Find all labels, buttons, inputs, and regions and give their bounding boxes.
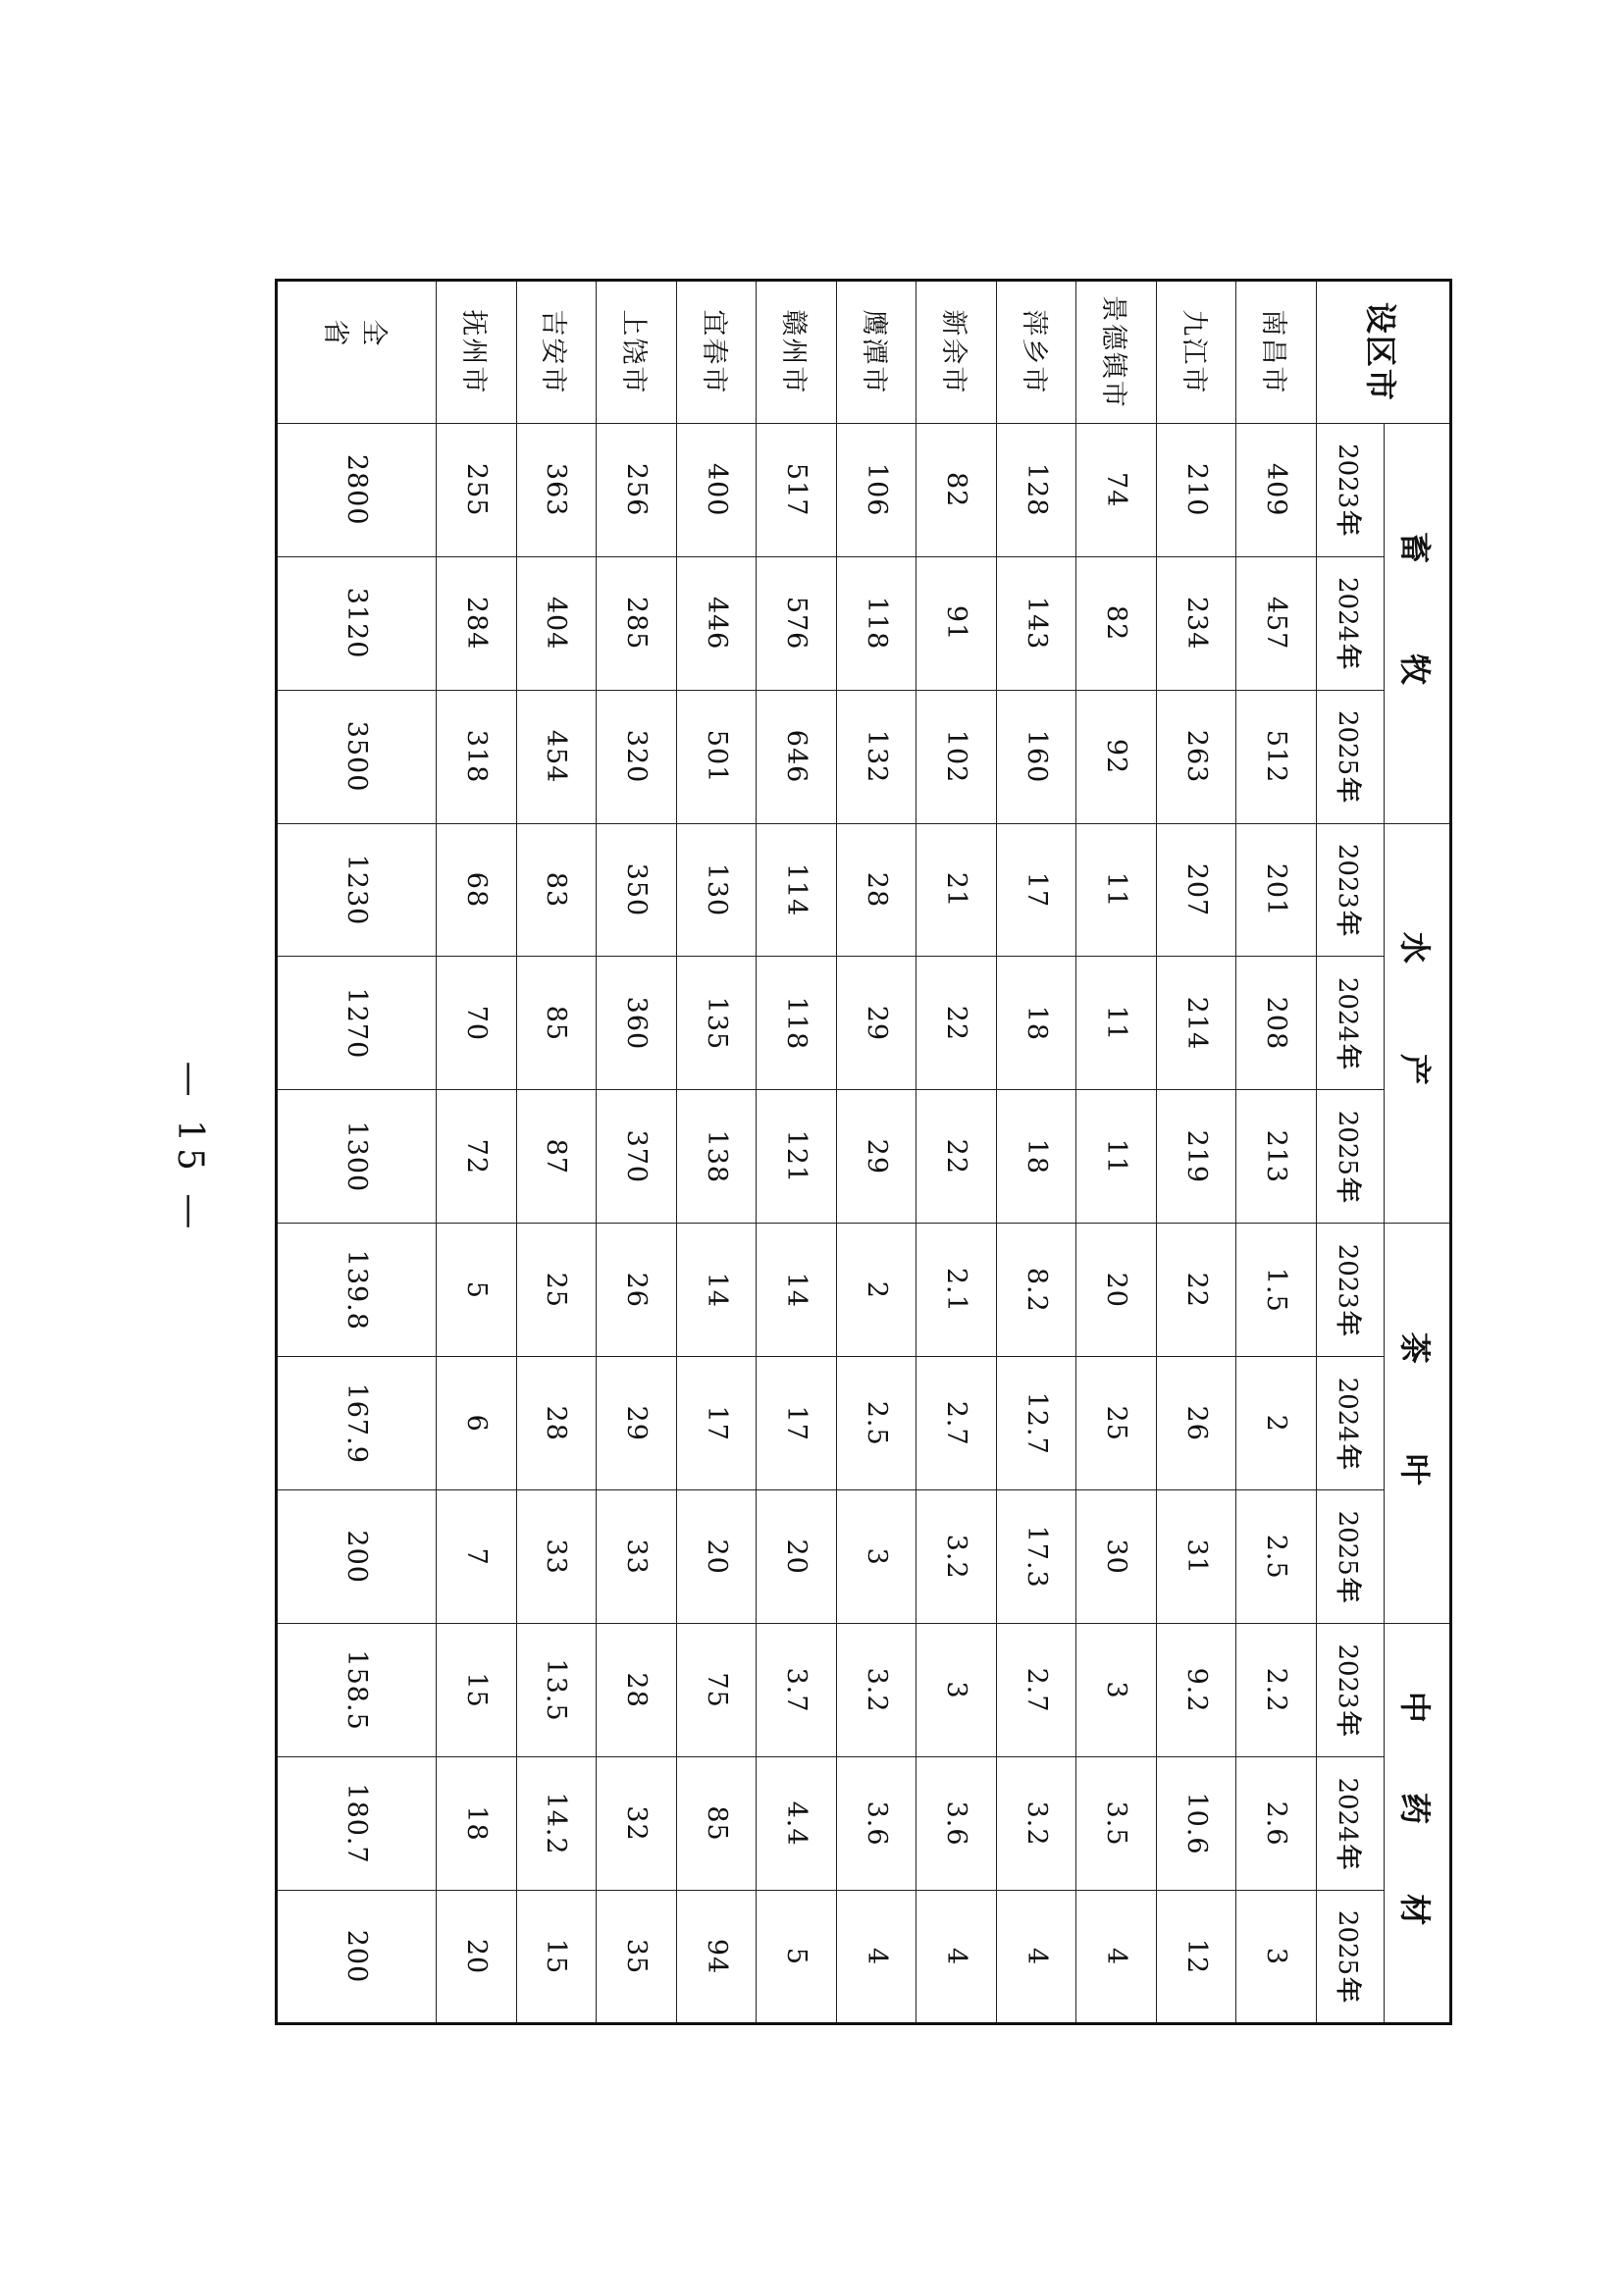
- value-cell: 207: [1156, 823, 1236, 957]
- value-cell: 18: [437, 1757, 517, 1891]
- value-cell: 2.6: [1236, 1757, 1317, 1891]
- value-cell: 3.7: [757, 1624, 837, 1757]
- value-cell: 501: [676, 690, 757, 823]
- year-value: 2023: [1333, 1644, 1363, 1709]
- value-cell: 18: [996, 957, 1076, 1090]
- year-header: [1317, 556, 1385, 690]
- year-value: 2025: [1333, 1110, 1363, 1175]
- value-cell: 29: [836, 1090, 916, 1224]
- value-cell: 74: [1076, 423, 1157, 556]
- value-cell: 114: [757, 823, 837, 957]
- value-cell: 68: [437, 823, 517, 957]
- region-cell: 宜春市: [676, 281, 757, 424]
- value-cell: 21: [916, 823, 997, 957]
- value-cell: 92: [1076, 690, 1157, 823]
- value-cell: 2.2: [1236, 1624, 1317, 1757]
- category-header: 中 药 材: [1385, 1624, 1451, 2024]
- value-cell: 138: [676, 1090, 757, 1224]
- table-row: [676, 281, 757, 2024]
- value-cell: 82: [1076, 556, 1157, 690]
- year-header-row: [1317, 281, 1385, 2024]
- value-cell: 200: [277, 1891, 437, 2024]
- value-cell: 5: [437, 1224, 517, 1357]
- table-row: [757, 281, 837, 2024]
- value-cell: 210: [1156, 423, 1236, 556]
- value-cell: 214: [1156, 957, 1236, 1090]
- value-cell: 102: [916, 690, 997, 823]
- region-cell: 新余市: [916, 281, 997, 424]
- value-cell: 4: [1076, 1891, 1157, 2024]
- year-suffix: 年: [1333, 777, 1363, 804]
- value-cell: 370: [597, 1090, 677, 1224]
- value-cell: 284: [437, 556, 517, 690]
- value-cell: 263: [1156, 690, 1236, 823]
- value-cell: 318: [437, 690, 517, 823]
- value-cell: 85: [516, 957, 597, 1090]
- year-header: [1317, 957, 1385, 1090]
- year-header: [1317, 423, 1385, 556]
- value-cell: 646: [757, 690, 837, 823]
- value-cell: 2.7: [996, 1624, 1076, 1757]
- page-number: — 15 —: [170, 1061, 210, 1235]
- value-cell: 17: [676, 1357, 757, 1490]
- year-header: [1317, 1891, 1385, 2024]
- value-cell: 256: [597, 423, 677, 556]
- value-cell: 454: [516, 690, 597, 823]
- region-cell: 九江市: [1156, 281, 1236, 424]
- region-cell: 萍乡市: [996, 281, 1076, 424]
- value-cell: 121: [757, 1090, 837, 1224]
- value-cell: 5: [757, 1891, 837, 2024]
- value-cell: 11: [1076, 823, 1157, 957]
- year-value: 2025: [1333, 709, 1363, 776]
- value-cell: 20: [676, 1490, 757, 1624]
- value-cell: 2.1: [916, 1224, 997, 1357]
- table-row: [437, 281, 517, 2024]
- value-cell: 17: [757, 1357, 837, 1490]
- value-cell: 70: [437, 957, 517, 1090]
- value-cell: 35: [597, 1891, 677, 2024]
- value-cell: 22: [1156, 1224, 1236, 1357]
- value-cell: 11: [1076, 957, 1157, 1090]
- value-cell: 219: [1156, 1090, 1236, 1224]
- value-cell: 158.5: [277, 1624, 437, 1757]
- year-suffix: 年: [1333, 1977, 1363, 2004]
- year-header: [1317, 1490, 1385, 1624]
- category-header: 畜 牧: [1385, 423, 1451, 823]
- value-cell: 30: [1076, 1490, 1157, 1624]
- region-cell: 景德镇市: [1076, 281, 1157, 424]
- value-cell: 9.2: [1156, 1624, 1236, 1757]
- value-cell: 7: [437, 1490, 517, 1624]
- year-header: [1317, 690, 1385, 823]
- year-suffix: 年: [1333, 1443, 1363, 1470]
- value-cell: 32: [597, 1757, 677, 1891]
- value-cell: 3.2: [836, 1624, 916, 1757]
- value-cell: 3: [1236, 1891, 1317, 2024]
- value-cell: 3.6: [836, 1757, 916, 1891]
- value-cell: 31: [1156, 1490, 1236, 1624]
- value-cell: 135: [676, 957, 757, 1090]
- value-cell: 22: [916, 957, 997, 1090]
- table-body: [277, 281, 1317, 2024]
- value-cell: 213: [1236, 1090, 1317, 1224]
- year-value: 2024: [1333, 976, 1363, 1042]
- value-cell: 13.5: [516, 1624, 597, 1757]
- year-value: 2023: [1333, 1243, 1363, 1309]
- value-cell: 3: [916, 1624, 997, 1757]
- value-cell: 201: [1236, 823, 1317, 957]
- year-value: 2023: [1333, 843, 1363, 910]
- value-cell: 75: [676, 1624, 757, 1757]
- value-cell: 17: [996, 823, 1076, 957]
- value-cell: 160: [996, 690, 1076, 823]
- value-cell: 118: [836, 556, 916, 690]
- value-cell: 29: [836, 957, 916, 1090]
- value-cell: 4: [916, 1891, 997, 2024]
- year-header: [1317, 823, 1385, 957]
- value-cell: 85: [676, 1757, 757, 1891]
- value-cell: 25: [1076, 1357, 1157, 1490]
- value-cell: 12: [1156, 1891, 1236, 2024]
- value-cell: 404: [516, 556, 597, 690]
- value-cell: 457: [1236, 556, 1317, 690]
- value-cell: 1.5: [1236, 1224, 1317, 1357]
- region-cell: 吉安市: [516, 281, 597, 424]
- value-cell: 11: [1076, 1090, 1157, 1224]
- category-header: 水 产: [1385, 823, 1451, 1224]
- region-cell: 赣州市: [757, 281, 837, 424]
- year-suffix: 年: [1333, 1710, 1363, 1737]
- value-cell: 20: [437, 1891, 517, 2024]
- value-cell: 3.6: [916, 1757, 997, 1891]
- table-row: [597, 281, 677, 2024]
- year-suffix: 年: [1333, 644, 1363, 670]
- value-cell: 400: [676, 423, 757, 556]
- year-suffix: 年: [1333, 1310, 1363, 1336]
- value-cell: 12.7: [996, 1357, 1076, 1490]
- value-cell: 3.5: [1076, 1757, 1157, 1891]
- value-cell: 350: [597, 823, 677, 957]
- table-row: [1076, 281, 1157, 2024]
- value-cell: 26: [1156, 1357, 1236, 1490]
- category-header-row: [1385, 281, 1451, 2024]
- value-cell: 17.3: [996, 1490, 1076, 1624]
- year-suffix: 年: [1333, 510, 1363, 537]
- table-row: [916, 281, 997, 2024]
- value-cell: 446: [676, 556, 757, 690]
- value-cell: 28: [836, 823, 916, 957]
- value-cell: 3: [836, 1490, 916, 1624]
- value-cell: 180.7: [277, 1757, 437, 1891]
- value-cell: 1230: [277, 823, 437, 957]
- value-cell: 255: [437, 423, 517, 556]
- value-cell: 91: [916, 556, 997, 690]
- region-column-header: 设区市: [1317, 281, 1451, 424]
- value-cell: 517: [757, 423, 837, 556]
- year-header: [1317, 1224, 1385, 1357]
- value-cell: 14: [676, 1224, 757, 1357]
- year-suffix: 年: [1333, 1176, 1363, 1203]
- value-cell: 208: [1236, 957, 1317, 1090]
- table-row: [836, 281, 916, 2024]
- value-cell: 363: [516, 423, 597, 556]
- value-cell: 29: [597, 1357, 677, 1490]
- category-header: 茶 叶: [1385, 1224, 1451, 1624]
- value-cell: 200: [277, 1490, 437, 1624]
- value-cell: 2: [1236, 1357, 1317, 1490]
- value-cell: 285: [597, 556, 677, 690]
- year-suffix: 年: [1333, 911, 1363, 937]
- value-cell: 14.2: [516, 1757, 597, 1891]
- value-cell: 3500: [277, 690, 437, 823]
- value-cell: 14: [757, 1224, 837, 1357]
- value-cell: 15: [437, 1624, 517, 1757]
- value-cell: 83: [516, 823, 597, 957]
- value-cell: 3.2: [996, 1757, 1076, 1891]
- region-cell: 上饶市: [597, 281, 677, 424]
- value-cell: 20: [1076, 1224, 1157, 1357]
- value-cell: 22: [916, 1090, 997, 1224]
- value-cell: 130: [676, 823, 757, 957]
- value-cell: 4.4: [757, 1757, 837, 1891]
- value-cell: 18: [996, 1090, 1076, 1224]
- table-row: [277, 281, 437, 2024]
- value-cell: 20: [757, 1490, 837, 1624]
- value-cell: 2800: [277, 423, 437, 556]
- year-header: [1317, 1757, 1385, 1891]
- value-cell: 6: [437, 1357, 517, 1490]
- value-cell: 3.2: [916, 1490, 997, 1624]
- value-cell: 4: [836, 1891, 916, 2024]
- value-cell: 87: [516, 1090, 597, 1224]
- value-cell: 2: [836, 1224, 916, 1357]
- year-value: 2024: [1333, 577, 1363, 643]
- value-cell: 8.2: [996, 1224, 1076, 1357]
- value-cell: 128: [996, 423, 1076, 556]
- value-cell: 94: [676, 1891, 757, 2024]
- value-cell: 25: [516, 1224, 597, 1357]
- value-cell: 2.7: [916, 1357, 997, 1490]
- value-cell: 3: [1076, 1624, 1157, 1757]
- year-value: 2024: [1333, 1777, 1363, 1843]
- year-value: 2024: [1333, 1377, 1363, 1442]
- table-row: [516, 281, 597, 2024]
- year-header: [1317, 1624, 1385, 1757]
- year-suffix: 年: [1333, 1044, 1363, 1070]
- value-cell: 4: [996, 1891, 1076, 2024]
- region-cell: 鹰潭市: [836, 281, 916, 424]
- value-cell: 33: [597, 1490, 677, 1624]
- value-cell: 106: [836, 423, 916, 556]
- value-cell: 72: [437, 1090, 517, 1224]
- value-cell: 132: [836, 690, 916, 823]
- value-cell: 2.5: [836, 1357, 916, 1490]
- year-value: 2025: [1333, 1909, 1363, 1976]
- year-header: [1317, 1357, 1385, 1490]
- value-cell: 33: [516, 1490, 597, 1624]
- year-suffix: 年: [1333, 1577, 1363, 1603]
- value-cell: 143: [996, 556, 1076, 690]
- value-cell: 512: [1236, 690, 1317, 823]
- value-cell: 576: [757, 556, 837, 690]
- value-cell: 1300: [277, 1090, 437, 1224]
- table-row: [1236, 281, 1317, 2024]
- value-cell: 139.8: [277, 1224, 437, 1357]
- value-cell: 234: [1156, 556, 1236, 690]
- value-cell: 2.5: [1236, 1490, 1317, 1624]
- value-cell: 3120: [277, 556, 437, 690]
- table-row: [996, 281, 1076, 2024]
- value-cell: 118: [757, 957, 837, 1090]
- year-suffix: 年: [1333, 1844, 1363, 1870]
- region-cell: 全 省: [277, 281, 437, 424]
- value-cell: 409: [1236, 423, 1317, 556]
- year-value: 2023: [1333, 444, 1363, 509]
- region-cell: 南昌市: [1236, 281, 1317, 424]
- value-cell: 26: [597, 1224, 677, 1357]
- table-header: [1317, 281, 1451, 2024]
- value-cell: 28: [597, 1624, 677, 1757]
- value-cell: 320: [597, 690, 677, 823]
- value-cell: 167.9: [277, 1357, 437, 1490]
- value-cell: 10.6: [1156, 1757, 1236, 1891]
- production-table: [275, 279, 1452, 2025]
- value-cell: 82: [916, 423, 997, 556]
- table-row: [1156, 281, 1236, 2024]
- year-header: [1317, 1090, 1385, 1224]
- value-cell: 360: [597, 957, 677, 1090]
- value-cell: 1270: [277, 957, 437, 1090]
- value-cell: 28: [516, 1357, 597, 1490]
- value-cell: 15: [516, 1891, 597, 2024]
- region-cell: 抚州市: [437, 281, 517, 424]
- year-value: 2025: [1333, 1510, 1363, 1576]
